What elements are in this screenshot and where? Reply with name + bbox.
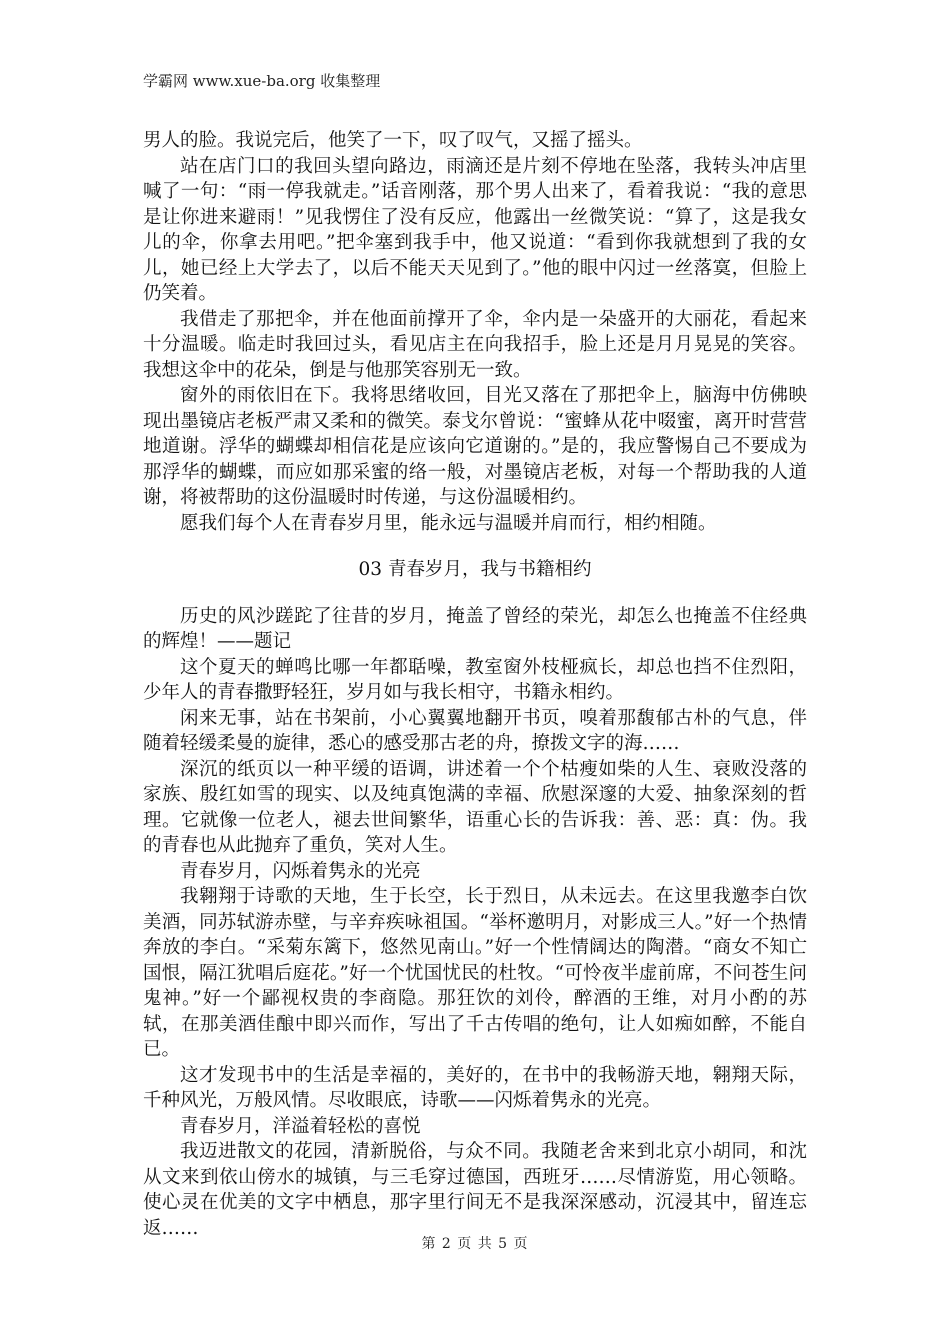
- paragraph: 闲来无事，站在书架前，小心翼翼地翻开书页，嗅着那馥郁古朴的气息，伴随着轻缓柔曼的旋律，悉心的感受那古老的舟，撩拨文字的海……: [143, 707, 807, 754]
- paragraph: 站在店门口的我回头望向路边，雨滴还是片刻不停地在坠落，我转头冲店里喊了一句：“雨一停我就走。”话音刚落，那个男人出来了，看着我说：“我的意思是让你进来避雨！”见我愣住了没有反应，他露出一丝微笑说：“算了，这是我女儿的伞，你拿去用吧。”把伞塞到我手中，他又说道：“看到你我就想到了我的女儿，她已经上大学去了，以后不能天天见到了。”他的眼中闪过一丝落寞，但脸上仍笑着。: [143, 155, 807, 304]
- paragraph: 这个夏天的蝉鸣比哪一年都聒噪，教室窗外枝桠疯长，却总也挡不住烈阳，少年人的青春撒野轻狂，岁月如与我长相守，书籍永相约。: [143, 656, 807, 703]
- paragraph: 深沉的纸页以一种平缓的语调，讲述着一个个枯瘦如柴的人生、衰败没落的家族、殷红如雪的现实、以及纯真饱满的幸福、欣慰深邃的大爱、抽象深刻的哲理。它就像一位老人，褪去世间繁华，语重心长的告诉我：善、恶：真：伪。我的青春也从此抛弃了重负，笑对人生。: [143, 758, 807, 856]
- paragraph: 历史的风沙蹉跎了往昔的岁月，掩盖了曾经的荣光，却怎么也掩盖不住经典的辉煌！——题记: [143, 605, 807, 652]
- paragraph: 愿我们每个人在青春岁月里，能永远与温暖并肩而行，相约相随。: [180, 512, 717, 534]
- paragraph: 我迈进散文的花园，清新脱俗，与众不同。我随老舍来到北京小胡同，和沈从文来到依山傍水的城镇，与三毛穿过德国，西班牙……尽情游览，用心领略。使心灵在优美的文字中栖息，那字里行间无不是我深深感动，沉浸其中，留连忘返……: [143, 1141, 807, 1239]
- paragraph: 男人的脸。我说完后，他笑了一下，叹了叹气，又摇了摇头。: [143, 130, 643, 151]
- subheading: 青春岁月，洋溢着轻松的喜悦: [180, 1115, 421, 1137]
- page-footer: 第 2 页 共 5 页: [421, 1236, 529, 1252]
- section-title: 03 青春岁月，我与书籍相约: [358, 559, 592, 580]
- paragraph: 我翱翔于诗歌的天地，生于长空，长于烈日，从未远去。在这里我邀李白饮美酒，同苏轼游赤壁，与辛弃疾咏祖国。“举杯邀明月，对影成三人。”好一个热情奔放的李白。“采菊东篱下，悠然见南山。”好一个性情阔达的陶潜。“商女不知亡国恨，隔江犹唱后庭花。”好一个忧国忧民的杜牧。“可怜夜半虚前席，不问苍生问鬼神。”好一个鄙视权贵的李商隐。那狂饮的刘伶，醉酒的王维，对月小酌的苏轼，在那美酒佳酿中即兴而作，写出了千古传唱的绝句，让人如痴如醉，不能自已。: [143, 886, 807, 1060]
- paragraph: 窗外的雨依旧在下。我将思绪收回，目光又落在了那把伞上，脑海中仿佛映现出墨镜店老板严肃又柔和的微笑。泰戈尔曾说：“蜜蜂从花中啜蜜，离开时营营地道谢。浮华的蝴蝶却相信花是应该向它道谢的。”是的，我应警惕自己不要成为那浮华的蝴蝶，而应如那采蜜的络一般，对墨镜店老板，对每一个帮助我的人道谢，将被帮助的这份温暖时时传递，与这份温暖相约。: [143, 385, 807, 508]
- paragraph: 这才发现书中的生活是幸福的，美好的，在书中的我畅游天地，翱翔天际，千种风光，万般风情。尽收眼底，诗歌——闪烁着隽永的光亮。: [143, 1064, 807, 1111]
- paragraph: 我借走了那把伞，并在他面前撑开了伞，伞内是一朵盛开的大丽花，看起来十分温暖。临走时我回过头，看见店主在向我招手，脸上还是月月晃晃的笑容。我想这伞中的花朵，倒是与他那笑容别无一致。: [143, 308, 807, 381]
- subheading: 青春岁月，闪烁着隽永的光亮: [180, 860, 421, 882]
- page-header: 学霸网 www.xue-ba.org 收集整理: [143, 72, 381, 90]
- document-body: [143, 128, 807, 1241]
